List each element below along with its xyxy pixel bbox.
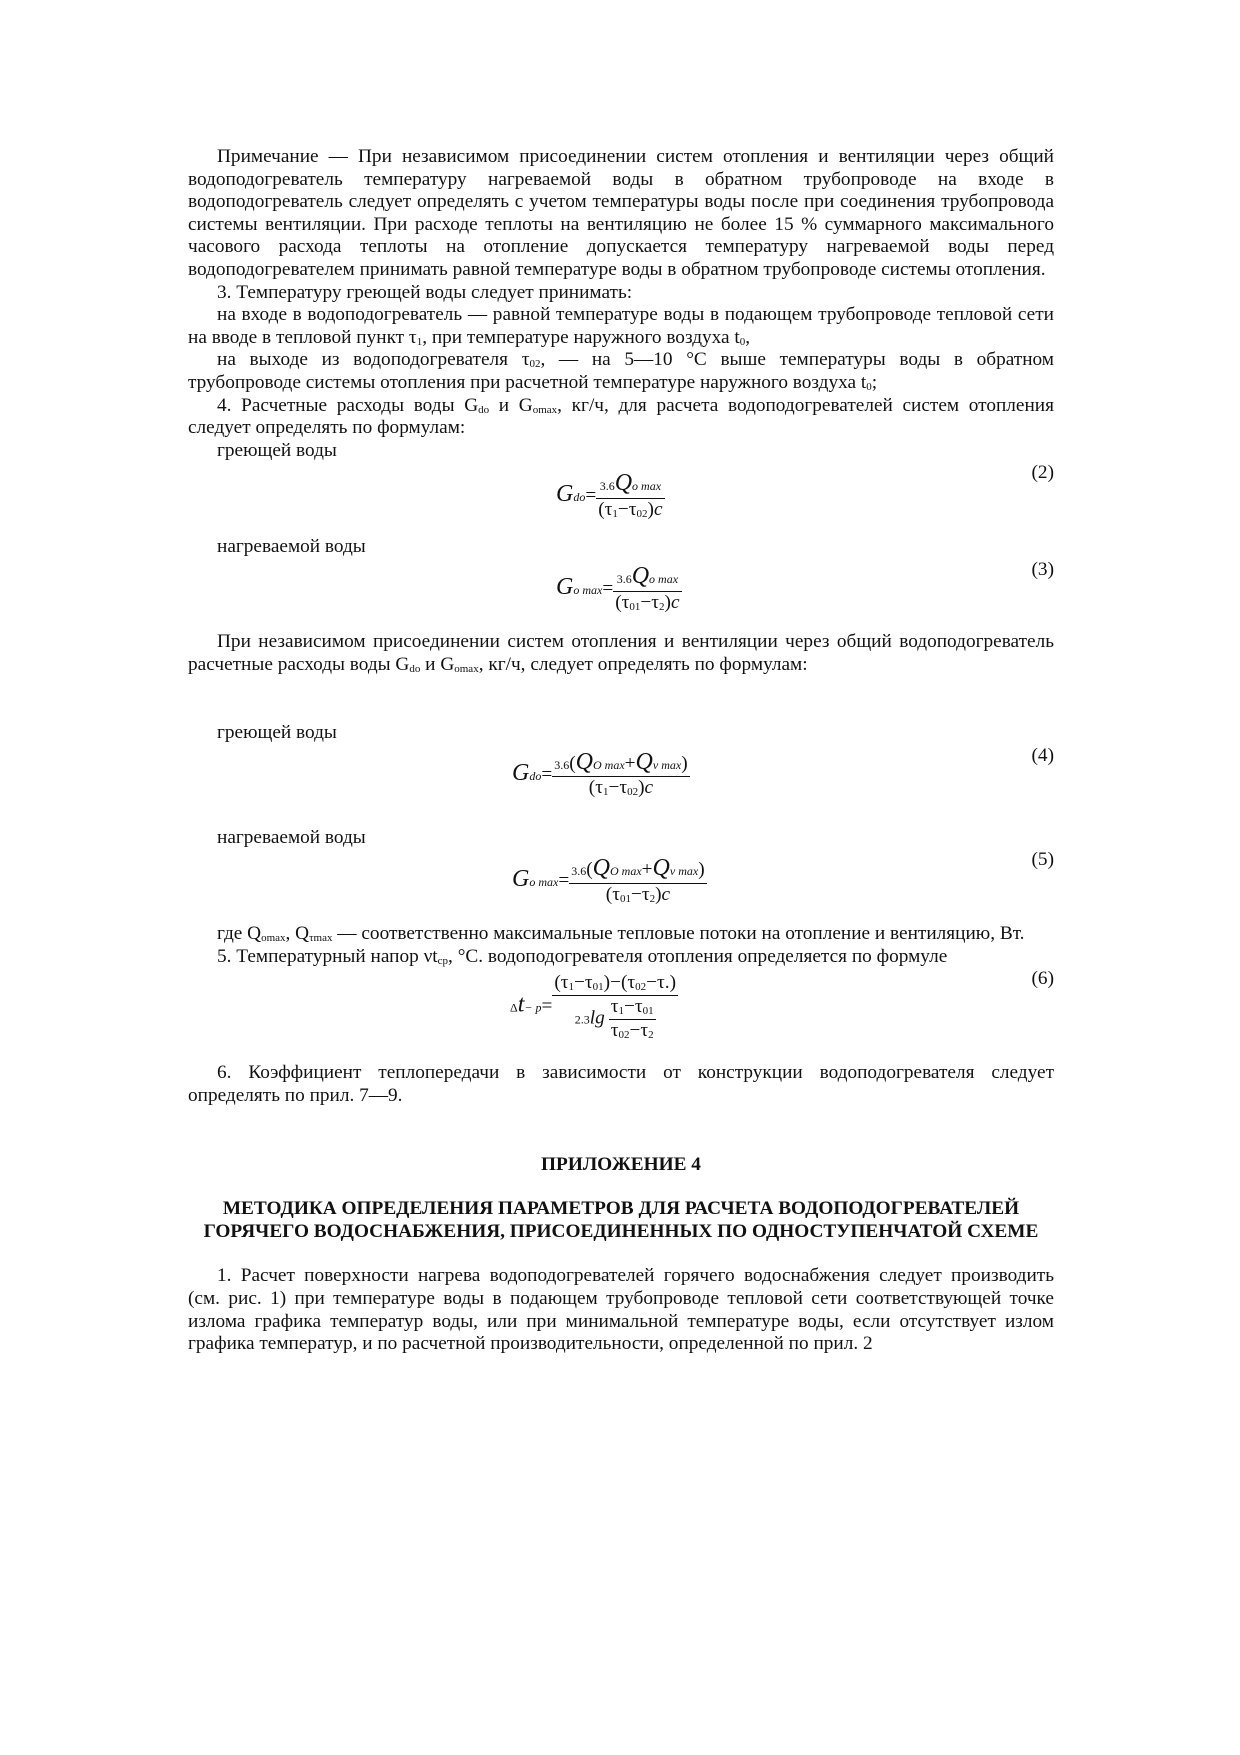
spacer [188, 1176, 1054, 1198]
formula-4-expression: Gdo= $\frac{\text{3.6(QO max+Qν max)}}{(\tau_1-\tau_{02})c}$ [512, 748, 688, 799]
label-heated-water-1: нагреваемой воды [217, 536, 366, 558]
formula-number-3: (3) [1031, 558, 1054, 580]
spacer [188, 1243, 1054, 1265]
formula-number-4: (4) [1031, 744, 1054, 766]
formula-number-2: (2) [1031, 462, 1054, 484]
formula-2 [188, 462, 1054, 536]
label-heating-water-2: греющей воды [217, 722, 337, 744]
formula-3 [188, 559, 1054, 631]
spacer [188, 1108, 1054, 1154]
formula-number-6: (6) [1031, 968, 1054, 990]
appendix-title: ПРИЛОЖЕНИЕ 4 [541, 1153, 701, 1175]
document-page [188, 146, 1054, 1356]
formula-6 [188, 968, 1054, 1062]
formula-5 [188, 849, 1054, 923]
independent-paragraph: При независимом присоединении систем отопления и вентиляции через общий водоподогреватель расчетные расходы воды $G_{do}$ и $G_{omax}$, кг/ч, следует определять по формулам: [188, 630, 1054, 675]
item-3-inlet: на входе в водоподогреватель — равной температуре воды в подающем трубопроводе тепловой сети на вводе в тепловой пункт $\tau_1$, при температуре наружного воздуха $t_0$, [188, 304, 1054, 348]
formula-3-expression: Go max= $\frac{\text{3.6Qo max}}{(\tau_{01}-\tau_2)c}$ [556, 562, 680, 613]
formula-4 [188, 745, 1054, 827]
appendix-heading: МЕТОДИКА ОПРЕДЕЛЕНИЯ ПАРАМЕТРОВ ДЛЯ РАСЧЕТА ВОДОПОДОГРЕВАТЕЛЕЙ ГОРЯЧЕГО ВОДОСНАБЖЕНИЯ, ПРИСОЕДИНЕННЫХ ПО ОДНОСТУПЕНЧАТОЙ СХЕМЕ [203, 1198, 1039, 1242]
note-paragraph: Примечание — При независимом присоединении систем отопления и вентиляции через общий водоподогреватель температуру нагреваемой воды в обратном трубопроводе на входе в водоподогреватель следует определять с учетом температуры воды после при соединения трубопровода системы вентиляции. При расходе теплоты на вентиляцию не более 15 % суммарного максимального часового расхода теплоты на отопление допускается температуру нагреваемой воды перед водоподогревателем принимать равной температуре воды в обратном трубопроводе системы отопления. [188, 146, 1054, 280]
formula-6-expression: Δt− p= $(\tau_1-\tau_{01})-(\tau_{02}-\tau.)$ 2.3lg $\frac{\tau_1-\tau_{01}}{\tau_{02}-\tau_2}$ [510, 972, 677, 1041]
item-6: 6. Коэффициент теплопередачи в зависимости от конструкции водоподогревателя следует определять по прил. 7—9. [188, 1062, 1054, 1107]
item-5: 5. Температурный напор $\nu t_{ср}$, °С. водоподогревателя отопления определяется по формуле [217, 945, 948, 967]
label-heated-water-2: нагреваемой воды [217, 826, 366, 848]
formula-number-5: (5) [1031, 849, 1054, 871]
label-heating-water-1: греющей воды [217, 439, 337, 461]
item-4: 4. Расчетные расходы воды $G_{do}$ и $G_{omax}$, кг/ч, для расчета водоподогревателей систем отопления следует определять по формулам: [188, 394, 1054, 439]
formula-5-expression: Go max= $\frac{\text{3.6(QO max+Qν max)}}{(\tau_{01}-\tau_2)c}$ [512, 855, 705, 905]
item-3-title: 3. Температуру греющей воды следует принимать: [217, 281, 633, 303]
spacer [188, 676, 1054, 722]
appendix-item-1: 1. Расчет поверхности нагрева водоподогревателей горячего водоснабжения следует производить (см. рис. 1) при температуре воды в подающем трубопроводе тепловой сети соответствующей точке излома графика температур воды, или при минимальной температуре воды, если отсутствует излом графика температур, и по расчетной производительности, определенной по прил. 2 [188, 1265, 1054, 1355]
formula-2-expression: Gdo= $\frac{\text{3.6Qo max}}{(\tau_1-\tau_{02})c}$ [556, 470, 663, 520]
where-paragraph: где $Q_{omax}$, $Q_{\tau max}$ — соответственно максимальные тепловые потоки на отопление и вентиляцию, Вт. [217, 923, 1025, 945]
item-3-outlet: на выходе из водоподогревателя $\tau_{02}$, — на 5—10 °С выше температуры воды в обратном трубопроводе системы отопления при расчетной температуре наружного воздуха $t_0$; [188, 349, 1054, 393]
